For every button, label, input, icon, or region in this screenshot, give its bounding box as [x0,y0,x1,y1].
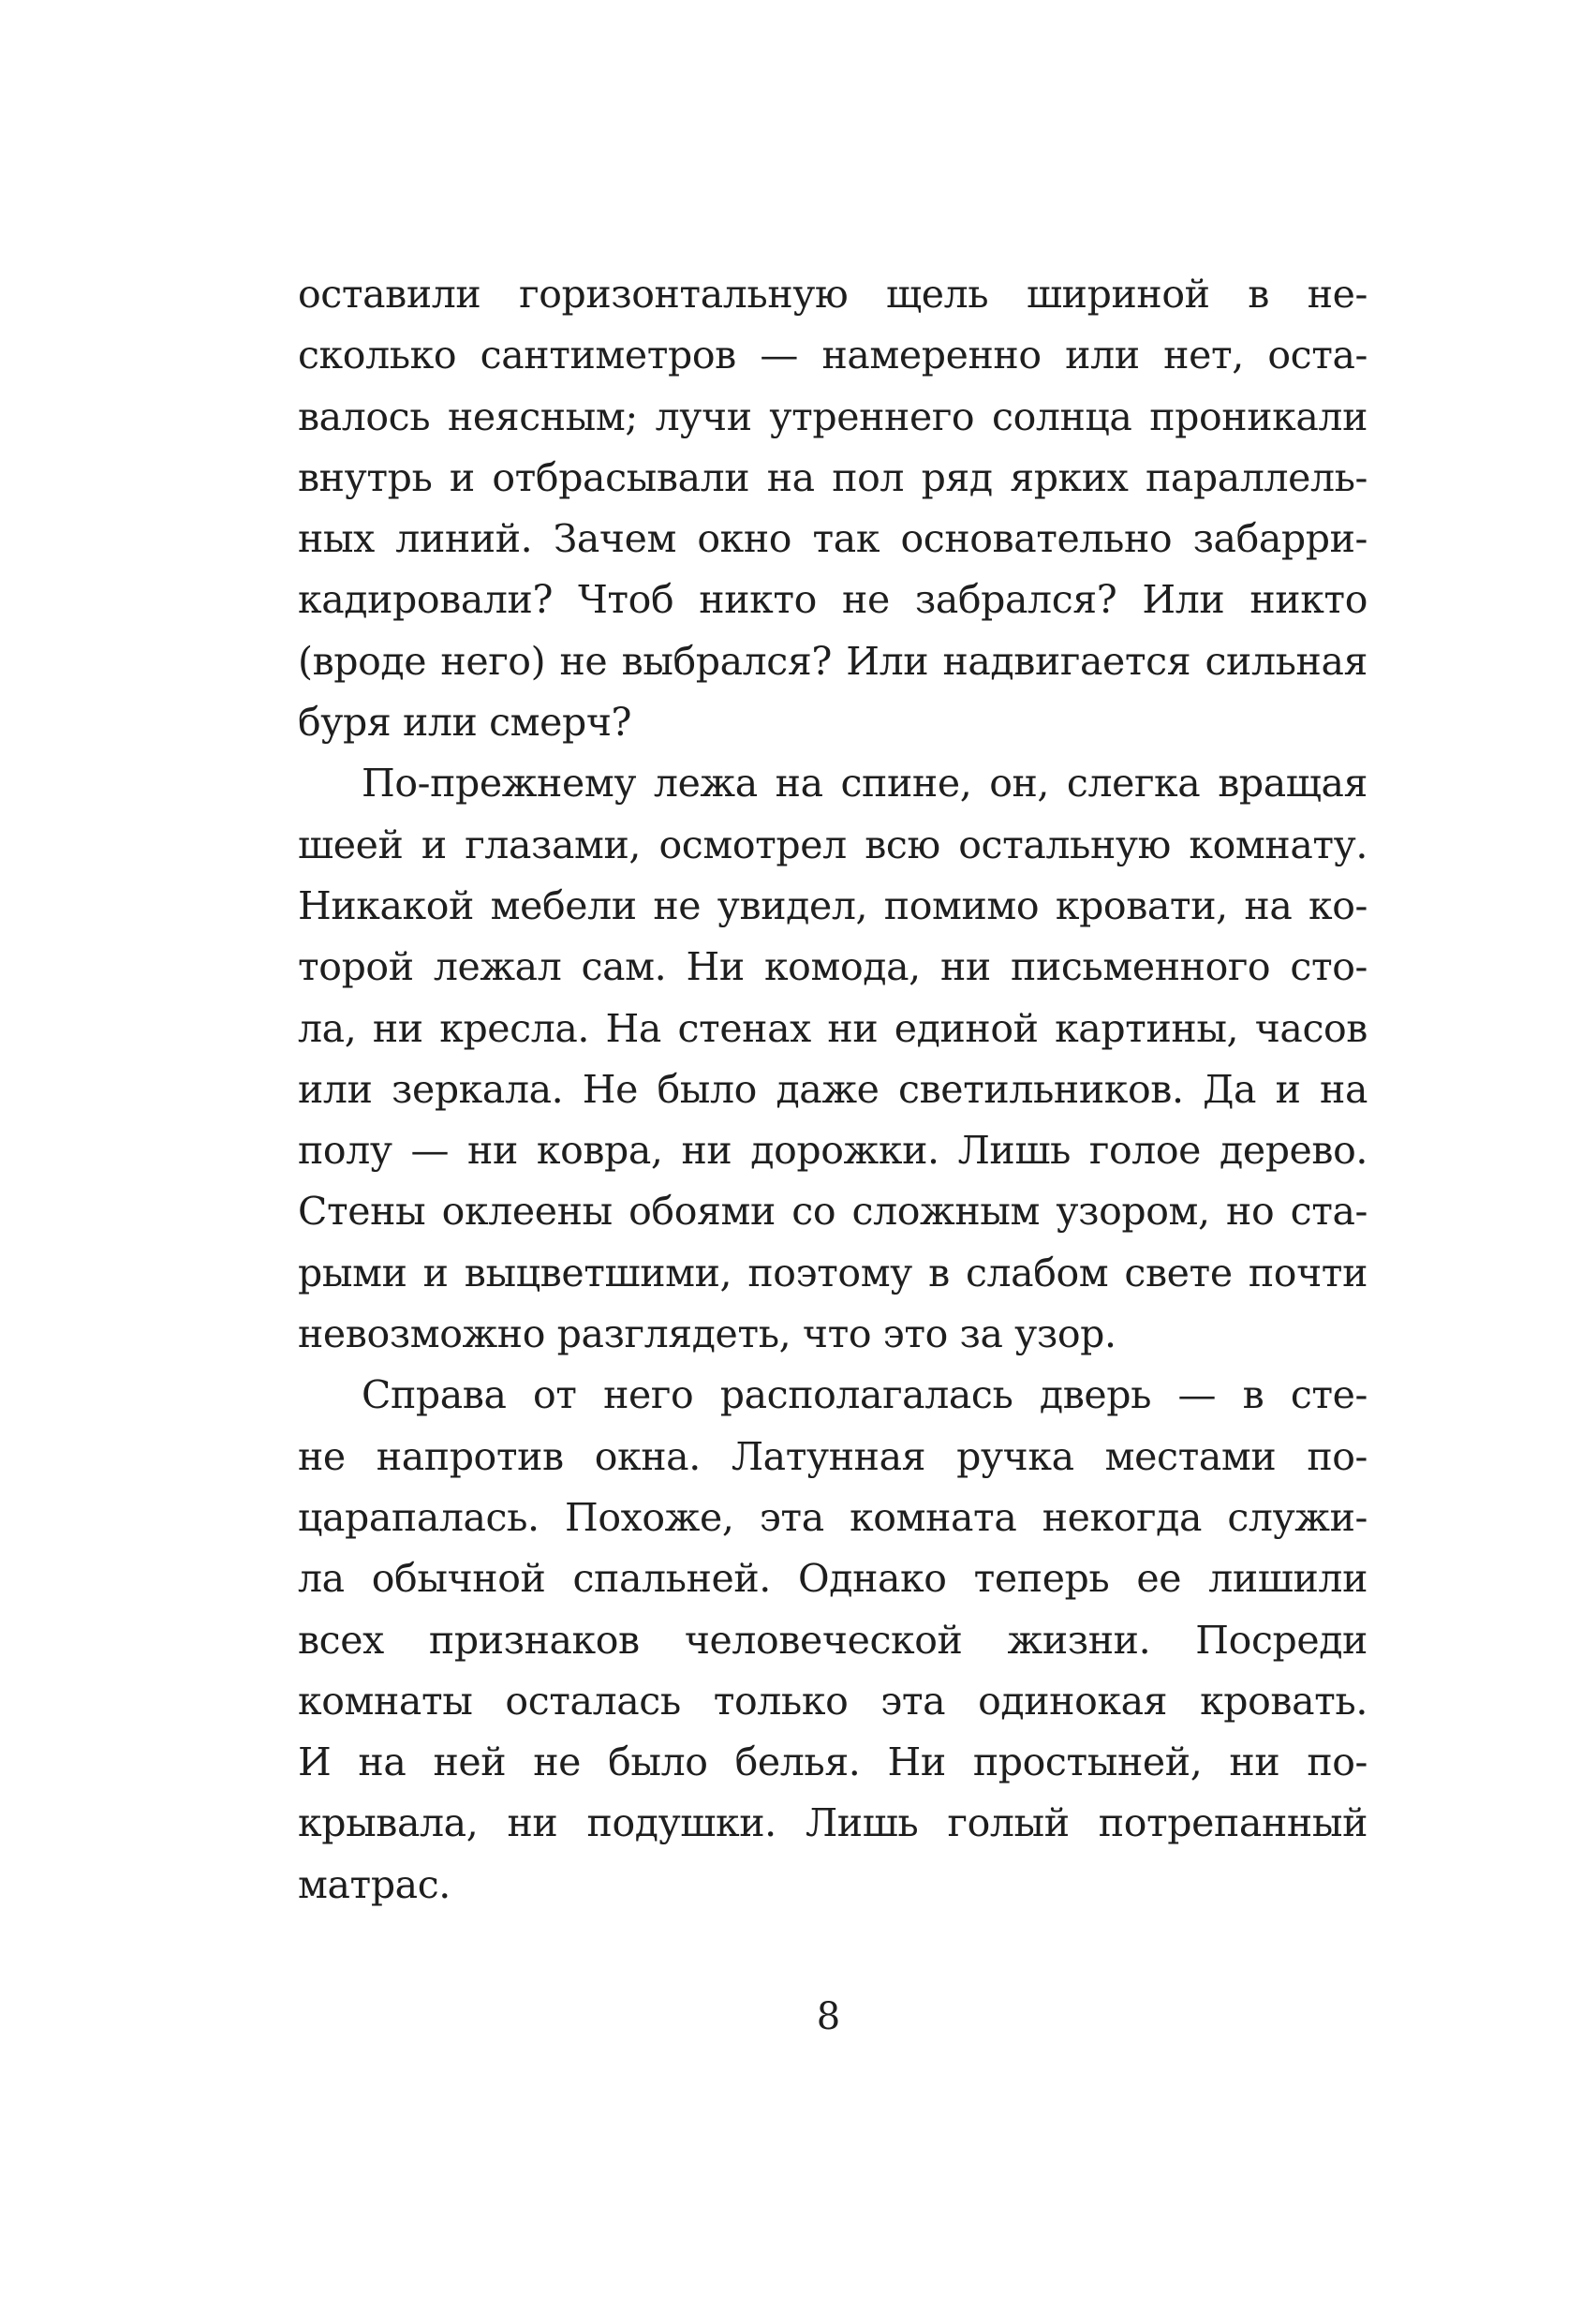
text-line: матрас. [298,1861,451,1907]
text-line: внутрь и отбрасывали на пол ряд ярких параллель- [298,454,1368,500]
text-line: ла, ни кресла. На стенах ни единой картины, часов [298,1005,1368,1051]
text-line: невозможно разглядеть, что это за узор. [298,1311,1116,1357]
text-line: полу — ни ковра, ни дорожки. Лишь голое дерево. [298,1128,1368,1174]
text-line: торой лежал сам. Ни комода, ни письменного сто- [298,944,1368,990]
text-line: Никакой мебели не увидел, помимо кровати, на ко- [298,882,1368,928]
text-line: или зеркала. Не было даже светильников. Да и на [298,1066,1368,1112]
text-line: не напротив окна. Латунная ручка местами по- [298,1433,1368,1479]
text-line: Справа от него располагалась дверь — в сте- [362,1372,1368,1418]
paragraph-3 [298,1365,1368,1916]
text-line: ных линий. Зачем окно так основательно забарри- [298,516,1368,562]
page-number: 8 [816,1995,841,2038]
text-line: комнаты осталась только эта одинокая кровать. [298,1678,1368,1724]
text-line: оставили горизонтальную щель шириной в не- [298,272,1368,317]
text-line: По-прежнему лежа на спине, он, слегка вращая [362,761,1368,807]
text-line: всех признаков человеческой жизни. Посреди [298,1617,1368,1663]
text-line: царапалась. Похоже, эта комната некогда служи- [298,1494,1368,1540]
text-line: сколько сантиметров — намеренно или нет, оста- [298,333,1368,378]
text-line: (вроде него) не выбрался? Или надвигается сильная [298,638,1368,684]
text-line: И на ней не было белья. Ни простыней, ни по- [298,1739,1368,1785]
text-line: рыми и выцветшими, поэтому в слабом свете почти [298,1250,1368,1295]
text-line: шеей и глазами, осмотрел всю остальную комнату. [298,822,1368,867]
text-line: Стены оклеены обоями со сложным узором, но ста- [298,1189,1368,1235]
text-line: буря или смерч? [298,700,632,746]
paragraph-2 [298,753,1368,1365]
text-line: крывала, ни подушки. Лишь голый потрепанный [298,1800,1368,1846]
text-line: ла обычной спальней. Однако теперь ее лишили [298,1556,1368,1602]
body-text [298,264,1368,1916]
paragraph-1 [298,264,1368,753]
text-line: валось неясным; лучи утреннего солнца проникали [298,393,1368,439]
text-line: кадировали? Чтоб никто не забрался? Или никто [298,577,1368,623]
